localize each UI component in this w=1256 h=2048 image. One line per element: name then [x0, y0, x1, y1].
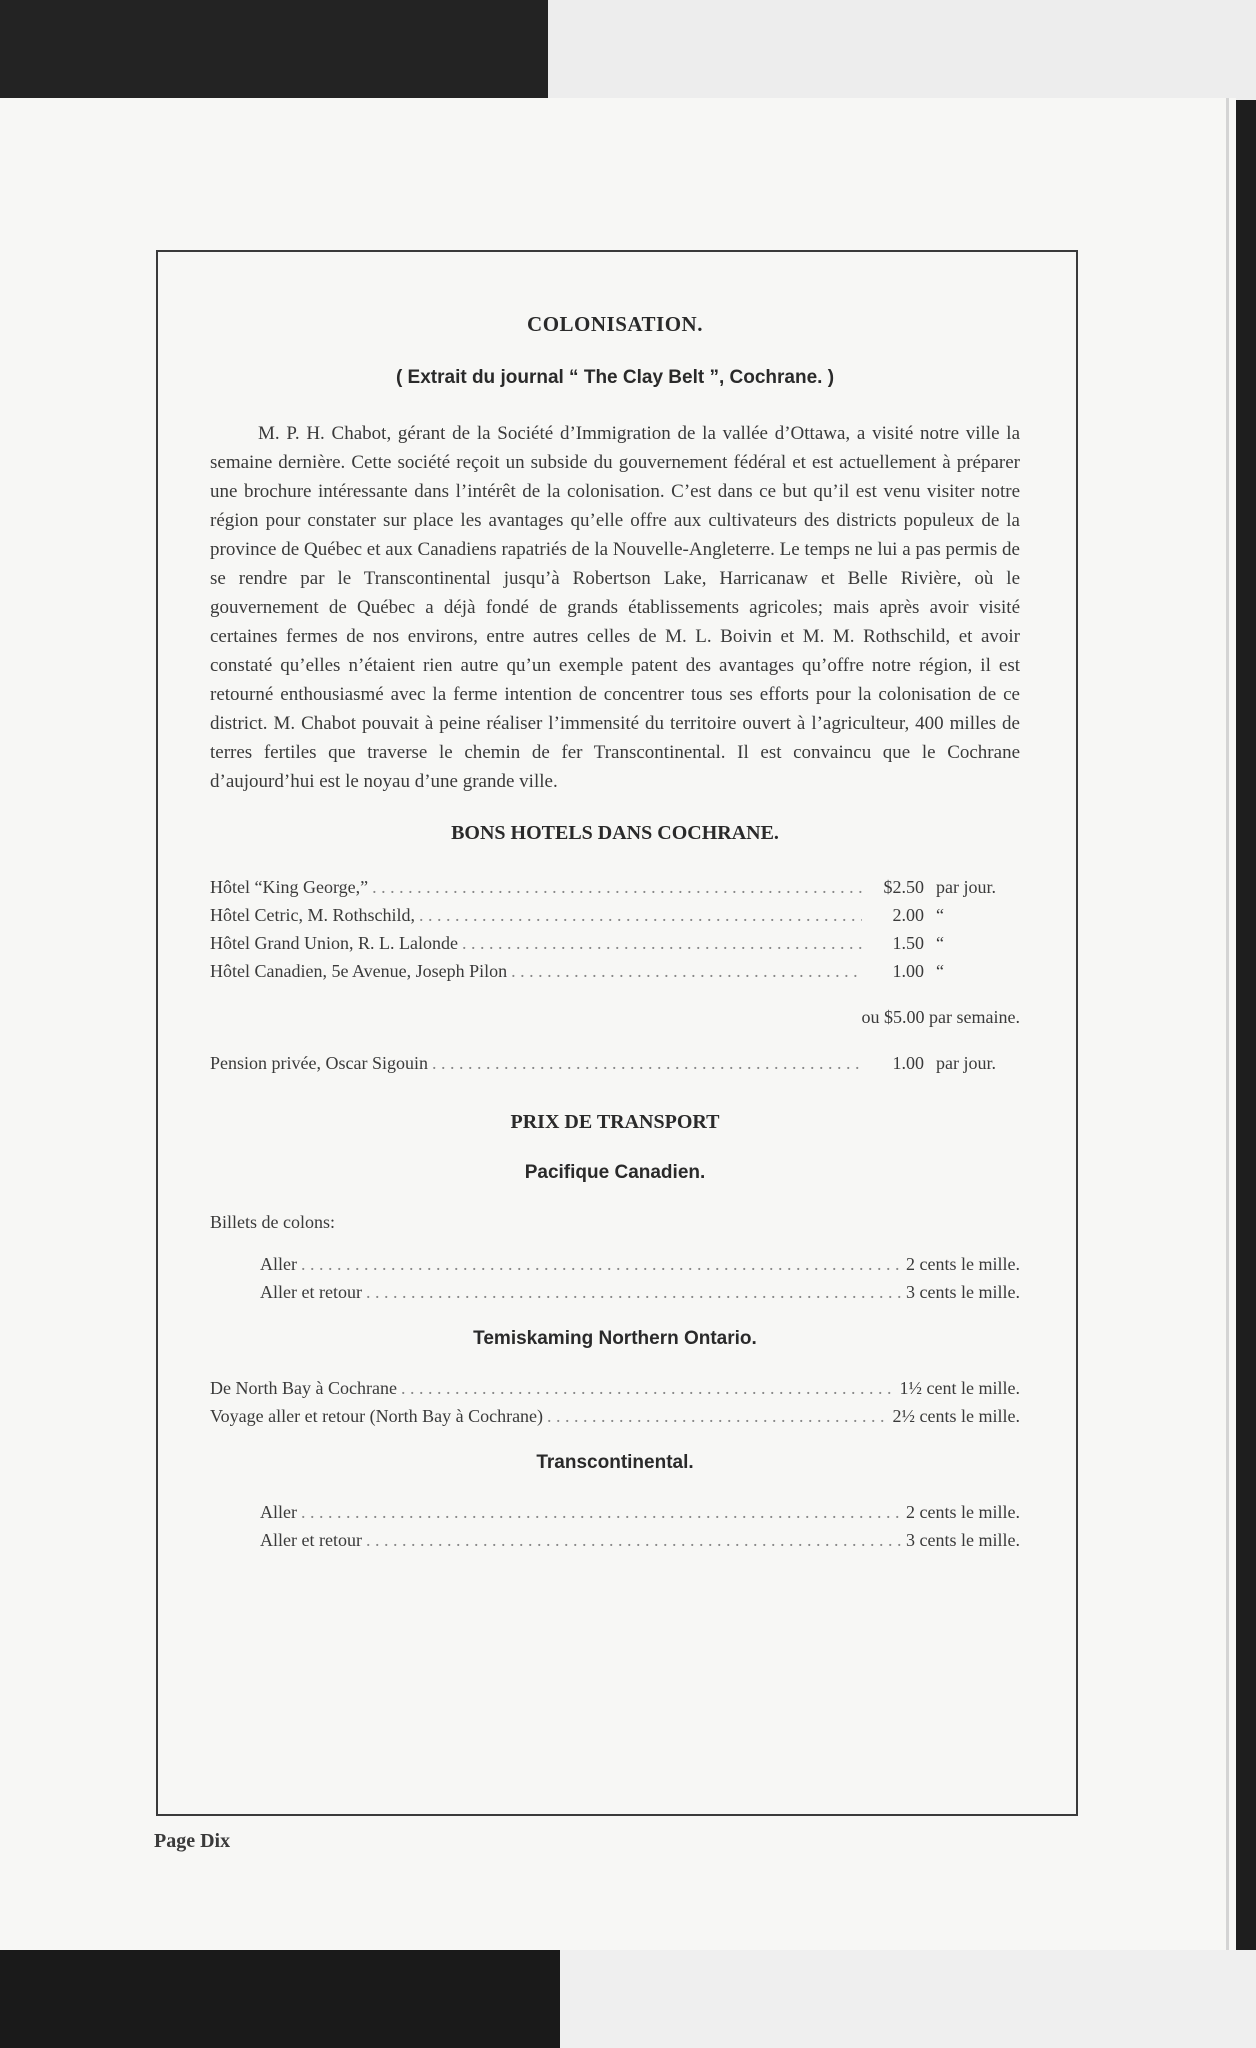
- leader-dots: [419, 901, 862, 929]
- hotel-row: [210, 929, 1020, 957]
- hotel-row: [210, 873, 1020, 901]
- weekly-rate-note: ou $5.00 par semaine.: [861, 1007, 1020, 1027]
- hotels-heading: BONS HOTELS DANS COCHRANE.: [451, 822, 779, 844]
- article-source: ( Extrait du journal “ The Clay Belt ”, Cochrane. ): [395, 367, 835, 388]
- hotel-list: [210, 873, 1020, 985]
- scan-background-bottom: [0, 1950, 560, 2048]
- hotel-name: Hôtel “King George,”: [210, 877, 369, 897]
- leader-dots: [432, 1049, 862, 1077]
- page-number: Page Dix: [154, 1830, 231, 1852]
- hotel-price: 1.00: [892, 961, 924, 981]
- hotel-unit: “: [936, 933, 944, 953]
- rate-value: 3 cents le mille.: [906, 1530, 1020, 1550]
- rate-name: Aller: [260, 1502, 297, 1522]
- rate-name: Voyage aller et retour (North Bay à Cochrane): [210, 1406, 544, 1426]
- rate-row: [210, 1374, 1020, 1402]
- transport-heading: PRIX DE TRANSPORT: [510, 1111, 720, 1133]
- hotel-name: Hôtel Cetric, M. Rothschild,: [210, 905, 415, 925]
- leader-dots: [301, 1498, 902, 1526]
- hotel-price: 1.50: [892, 933, 924, 953]
- tno-heading: Temiskaming Northern Ontario.: [473, 1328, 757, 1349]
- rate-name: Aller: [260, 1254, 297, 1274]
- rate-row: [260, 1278, 1020, 1306]
- hotel-name: Hôtel Canadien, 5e Avenue, Joseph Pilon: [210, 961, 508, 981]
- rate-name: Aller et retour: [260, 1282, 362, 1302]
- underlying-sheet-bottom: [560, 1950, 1256, 2048]
- leader-dots: [547, 1402, 888, 1430]
- article-content: [210, 312, 1020, 1564]
- leader-dots: [366, 1526, 902, 1554]
- colon-tickets-label: Billets de colons:: [210, 1212, 335, 1232]
- leader-dots: [366, 1278, 902, 1306]
- article-paragraph: M. P. H. Chabot, gérant de la Société d’Immigration de la vallée d’Ottawa, a visité notre ville la semaine dernière. Cette société reçoit un subside du gouvernement fédéral et est actuellement à préparer une brochure intéressante dans l’intérêt de la colonisation. C’est dans ce but qu’il est venu visiter notre région pour constater sur place les avantages qu’elle offre aux cultivateurs des districts populeux de la province de Québec et aux Canadiens rapatriés de la Nouvelle-Angleterre. Le temps ne lui a pas permis de se rendre par le Transcontinental jusqu’à Robertson Lake, Harricanaw et Belle Rivière, où le gouvernement de Québec a déjà fondé de grands établissements agricoles; mais après avoir visité certaines fermes de nos environs, entre autres celles de M. L. Boivin et M. M. Rothschild, et avoir constaté qu’elles n’étaient rien autre qu’un exemple patent des avantages qu’offre notre région, il est retourné enthousiasmé avec la ferme intention de concentrer tous ses efforts pour la colonisation de ce district. M. Chabot pouvait à peine réaliser l’immensité du territoire ouvert à l’agriculteur, 400 milles de terres fertiles que traverse le chemin de fer Transcontinental. Il est convaincu que le Cochrane d’aujourd’hui est le noyau d’une grande ville.: [210, 423, 1020, 792]
- rate-value: 2 cents le mille.: [906, 1254, 1020, 1274]
- cpr-heading: Pacifique Canadien.: [524, 1162, 706, 1183]
- rate-row: [210, 1402, 1020, 1430]
- leader-dots: [372, 873, 862, 901]
- hotel-price: $2.50: [883, 877, 924, 897]
- leader-dots: [401, 1374, 896, 1402]
- rate-row: [260, 1526, 1020, 1554]
- hotel-name: Hôtel Grand Union, R. L. Lalonde: [210, 933, 458, 953]
- pension-name: Pension privée, Oscar Sigouin: [210, 1053, 428, 1073]
- rate-row: [260, 1498, 1020, 1526]
- transcontinental-heading: Transcontinental.: [536, 1452, 694, 1473]
- page-edge: [1226, 98, 1229, 1950]
- rate-row: [260, 1250, 1020, 1278]
- hotel-row: [210, 901, 1020, 929]
- pension-unit: par jour.: [936, 1053, 996, 1073]
- page-title: COLONISATION.: [527, 312, 703, 336]
- rate-value: 2½ cents le mille.: [892, 1406, 1020, 1426]
- underlying-sheet: [548, 0, 1256, 100]
- leader-dots: [301, 1250, 902, 1278]
- hotel-unit: “: [936, 961, 944, 981]
- rate-name: Aller et retour: [260, 1530, 362, 1550]
- leader-dots: [462, 929, 862, 957]
- transcontinental-rates: [210, 1498, 1020, 1554]
- cpr-rates: [210, 1250, 1020, 1306]
- rate-value: 3 cents le mille.: [906, 1282, 1020, 1302]
- tno-rates: [210, 1374, 1020, 1430]
- pension-price: 1.00: [892, 1053, 924, 1073]
- rate-value: 2 cents le mille.: [906, 1502, 1020, 1522]
- hotel-unit: par jour.: [936, 877, 996, 897]
- leader-dots: [511, 957, 862, 985]
- hotel-unit: “: [936, 905, 944, 925]
- rate-name: De North Bay à Cochrane: [210, 1378, 397, 1398]
- hotel-row: [210, 957, 1020, 985]
- pension-row: [210, 1049, 1020, 1077]
- hotel-price: 2.00: [892, 905, 924, 925]
- rate-value: 1½ cent le mille.: [899, 1378, 1020, 1398]
